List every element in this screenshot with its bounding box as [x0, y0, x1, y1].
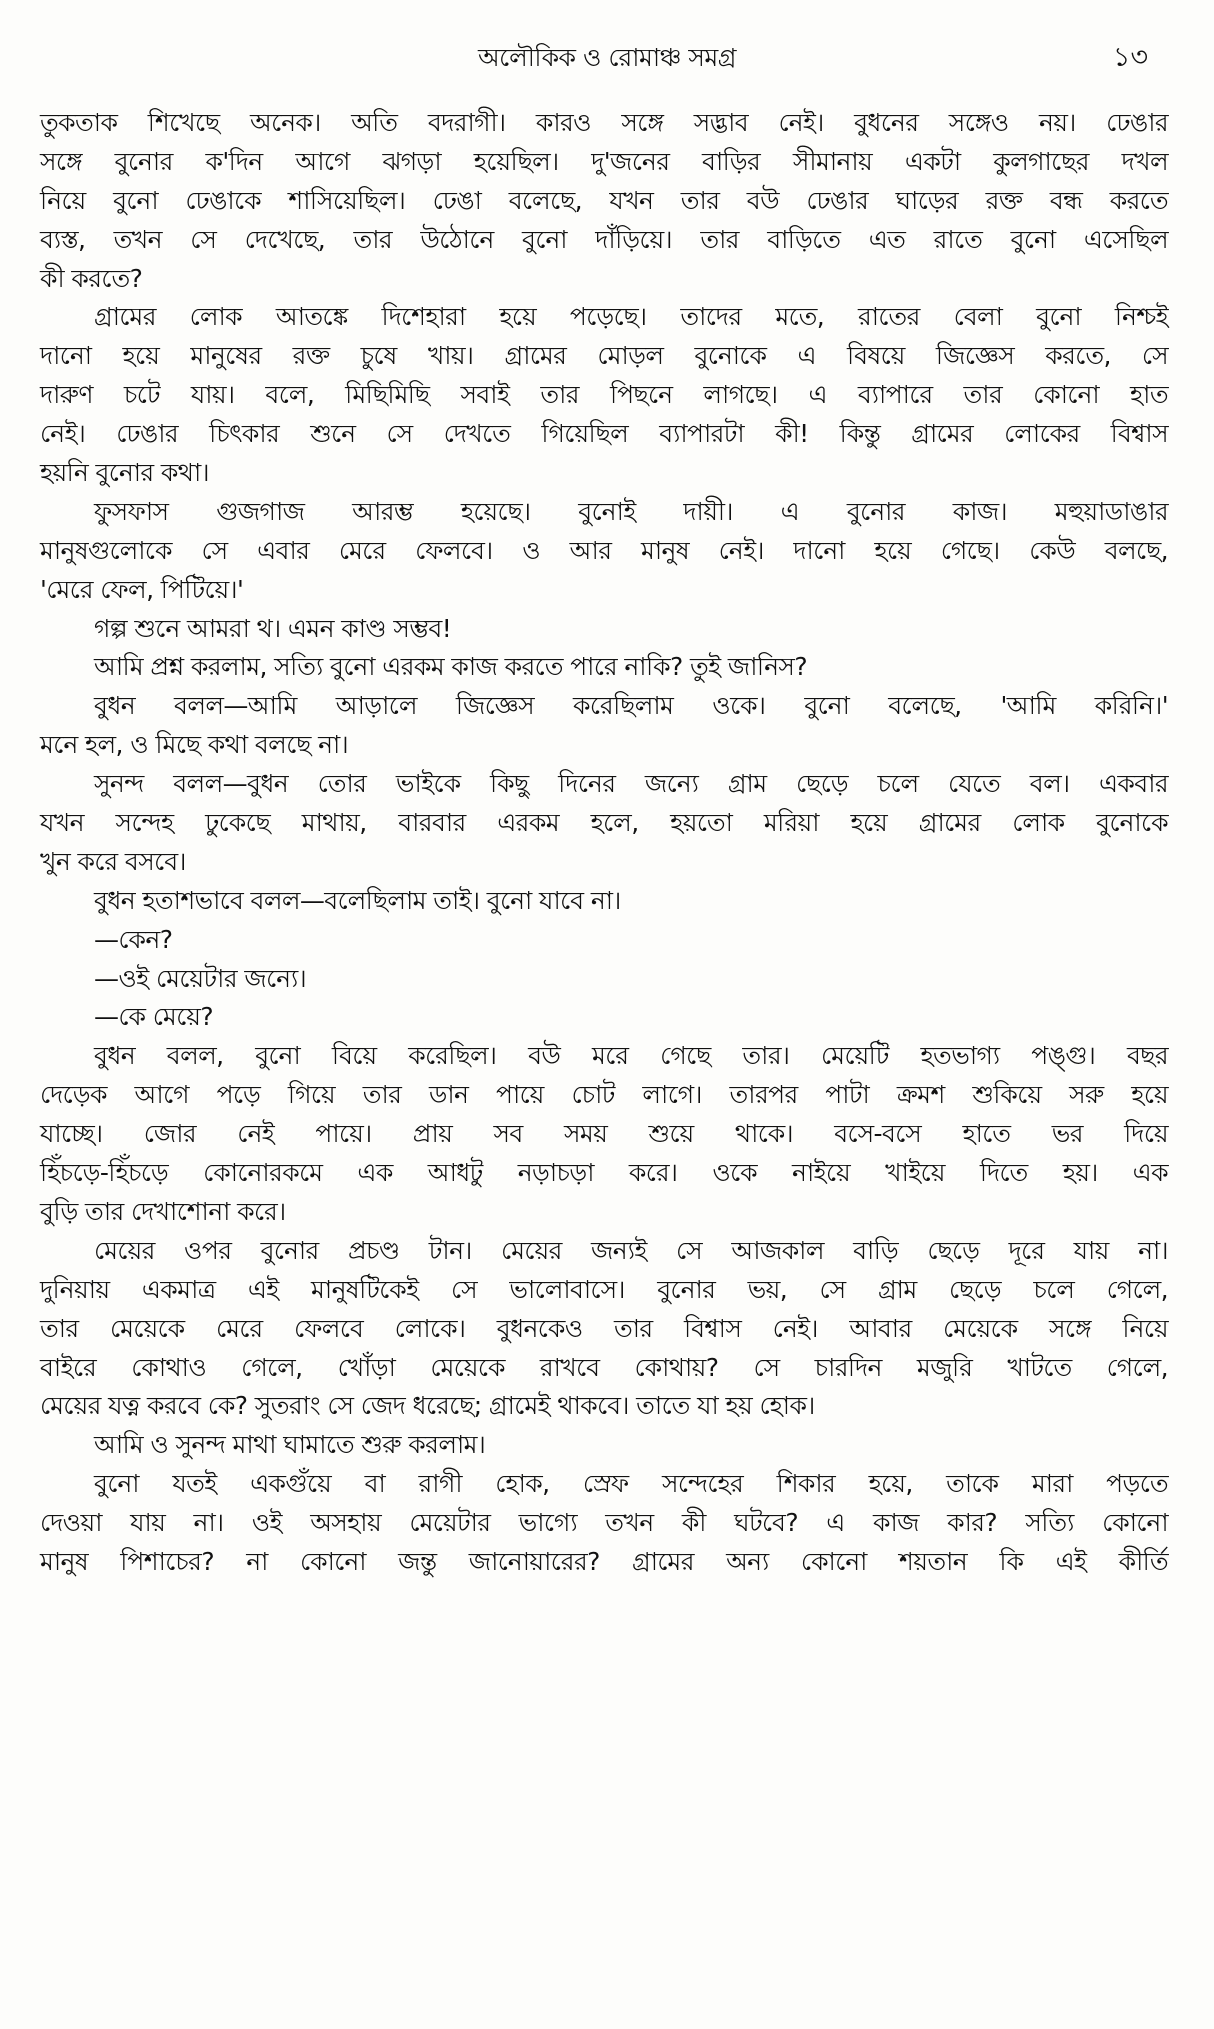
- text-line: দুনিয়ায় একমাত্র এই মানুষটিকেই সে ভালোবাসে। বুনোর ভয়, সে গ্রাম ছেড়ে চলে গেলে,: [40, 1274, 1168, 1304]
- text-line: কী করতে?: [40, 263, 143, 293]
- text-line: গল্প শুনে আমরা থ। এমন কাণ্ড সম্ভব!: [94, 613, 452, 643]
- text-line: গ্রামের লোক আতঙ্কে দিশেহারা হয়ে পড়েছে। তাদের মতে, রাতের বেলা বুনো নিশ্চই: [94, 302, 1168, 332]
- page-number: ১৩: [1112, 42, 1148, 73]
- text-line: দেওয়া যায় না। ওই অসহায় মেয়েটার ভাগ্যে তখন কী ঘটবে? এ কাজ কার? সত্যি কোনো: [40, 1508, 1168, 1538]
- text-line: আমি ও সুনন্দ মাথা ঘামাতে শুরু করলাম।: [94, 1430, 486, 1460]
- text-line: বাইরে কোথাও গেলে, খোঁড়া মেয়েকে রাখবে কোথায়? সে চারদিন মজুরি খাটতে গেলে,: [40, 1352, 1168, 1382]
- text-line: —ওই মেয়েটার জন্যে।: [94, 963, 307, 993]
- text-line: নেই। ঢেঙার চিৎকার শুনে সে দেখতে গিয়েছিল ব্যাপারটা কী! কিন্তু গ্রামের লোকের বিশ্বাস: [40, 419, 1168, 449]
- text-line: খুন করে বসবে।: [40, 846, 186, 876]
- text-line: —কেন?: [94, 924, 173, 954]
- text-line: তুকতাক শিখেছে অনেক। অতি বদরাগী। কারও সঙ্গে সদ্ভাব নেই। বুধনের সঙ্গেও নয়। ঢেঙার: [40, 108, 1168, 137]
- text-line: আমি প্রশ্ন করলাম, সত্যি বুনো এরকম কাজ করতে পারে নাকি? তুই জানিস?: [94, 652, 807, 682]
- text-line: ফুসফাস গুজগাজ আরম্ভ হয়েছে। বুনোই দায়ী। এ বুনোর কাজ। মহুয়াডাঙার: [94, 496, 1168, 526]
- text-line: ব্যস্ত, তখন সে দেখেছে, তার উঠোনে বুনো দাঁড়িয়ে। তার বাড়িতে এত রাতে বুনো এসেছিল: [40, 224, 1168, 254]
- text-line: মানুষ পিশাচের? না কোনো জন্তু জানোয়ারের? গ্রামের অন্য কোনো শয়তান কি এই কীর্তি: [40, 1546, 1168, 1576]
- text-line: বুড়ি তার দেখাশোনা করে।: [40, 1196, 286, 1226]
- text-line: —কে মেয়ে?: [94, 1002, 214, 1032]
- text-line: মেয়ের ওপর বুনোর প্রচণ্ড টান। মেয়ের জন্যই সে আজকাল বাড়ি ছেড়ে দূরে যায় না।: [94, 1235, 1168, 1265]
- running-header: [0, 38, 1214, 78]
- text-line: হিঁচড়ে-হিঁচড়ে কোনোরকমে এক আধটু নড়াচড়া করে। ওকে নাইয়ে খাইয়ে দিতে হয়। এক: [40, 1158, 1168, 1188]
- text-line: সুনন্দ বলল—বুধন তোর ভাইকে কিছু দিনের জন্যে গ্রাম ছেড়ে চলে যেতে বল। একবার: [94, 769, 1168, 799]
- text-line: বুনো যতই একগুঁয়ে বা রাগী হোক, স্রেফ সন্দেহের শিকার হয়ে, তাকে মারা পড়তে: [94, 1469, 1168, 1499]
- text-line: দারুণ চটে যায়। বলে, মিছিমিছি সবাই তার পিছনে লাগছে। এ ব্যাপারে তার কোনো হাত: [40, 380, 1168, 410]
- text-line: দানো হয়ে মানুষের রক্ত চুষে খায়। গ্রামের মোড়ল বুনোকে এ বিষয়ে জিজ্ঞেস করতে, সে: [40, 341, 1168, 371]
- text-line: মানুষগুলোকে সে এবার মেরে ফেলবে। ও আর মানুষ নেই। দানো হয়ে গেছে। কেউ বলছে,: [40, 535, 1168, 565]
- text-line: যাচ্ছে। জোর নেই পায়ে। প্রায় সব সময় শুয়ে থাকে। বসে-বসে হাতে ভর দিয়ে: [40, 1119, 1168, 1149]
- text-line: হয়নি বুনোর কথা।: [40, 458, 209, 488]
- body-text: [40, 104, 1168, 1582]
- text-line: দেড়েক আগে পড়ে গিয়ে তার ডান পায়ে চোট লাগে। তারপর পাটা ক্রমশ শুকিয়ে সরু হয়ে: [40, 1080, 1168, 1110]
- text-line: যখন সন্দেহ ঢুকেছে মাথায়, বারবার এরকম হলে, হয়তো মরিয়া হয়ে গ্রামের লোক বুনোকে: [40, 808, 1168, 838]
- text-line: 'মেরে ফেল, পিটিয়ে।': [40, 574, 244, 604]
- text-line: বুধন হতাশভাবে বলল—বলেছিলাম তাই। বুনো যাবে না।: [94, 885, 621, 915]
- text-line: তার মেয়েকে মেরে ফেলবে লোকে। বুধনকেও তার বিশ্বাস নেই। আবার মেয়েকে সঙ্গে নিয়ে: [40, 1313, 1168, 1343]
- text-line: মনে হল, ও মিছে কথা বলছে না।: [40, 730, 349, 760]
- text-line: বুধন বলল—আমি আড়ালে জিজ্ঞেস করেছিলাম ওকে। বুনো বলেছে, 'আমি করিনি।': [94, 691, 1168, 721]
- text-line: বুধন বলল, বুনো বিয়ে করেছিল। বউ মরে গেছে তার। মেয়েটি হতভাগ্য পঙ্গু। বছর: [94, 1041, 1168, 1071]
- text-line: নিয়ে বুনো ঢেঙাকে শাসিয়েছিল। ঢেঙা বলেছে, যখন তার বউ ঢেঙার ঘাড়ের রক্ত বন্ধ করতে: [40, 185, 1168, 215]
- running-title: অলৌকিক ও রোমাঞ্চ সমগ্র: [477, 43, 737, 72]
- text-line: মেয়ের যত্ন করবে কে? সুতরাং সে জেদ ধরেছে; গ্রামেই থাকবে। তাতে যা হয় হোক।: [40, 1391, 815, 1421]
- text-line: সঙ্গে বুনোর ক'দিন আগে ঝগড়া হয়েছিল। দু'জনের বাড়ির সীমানায় একটা কুলগাছের দখল: [40, 146, 1168, 176]
